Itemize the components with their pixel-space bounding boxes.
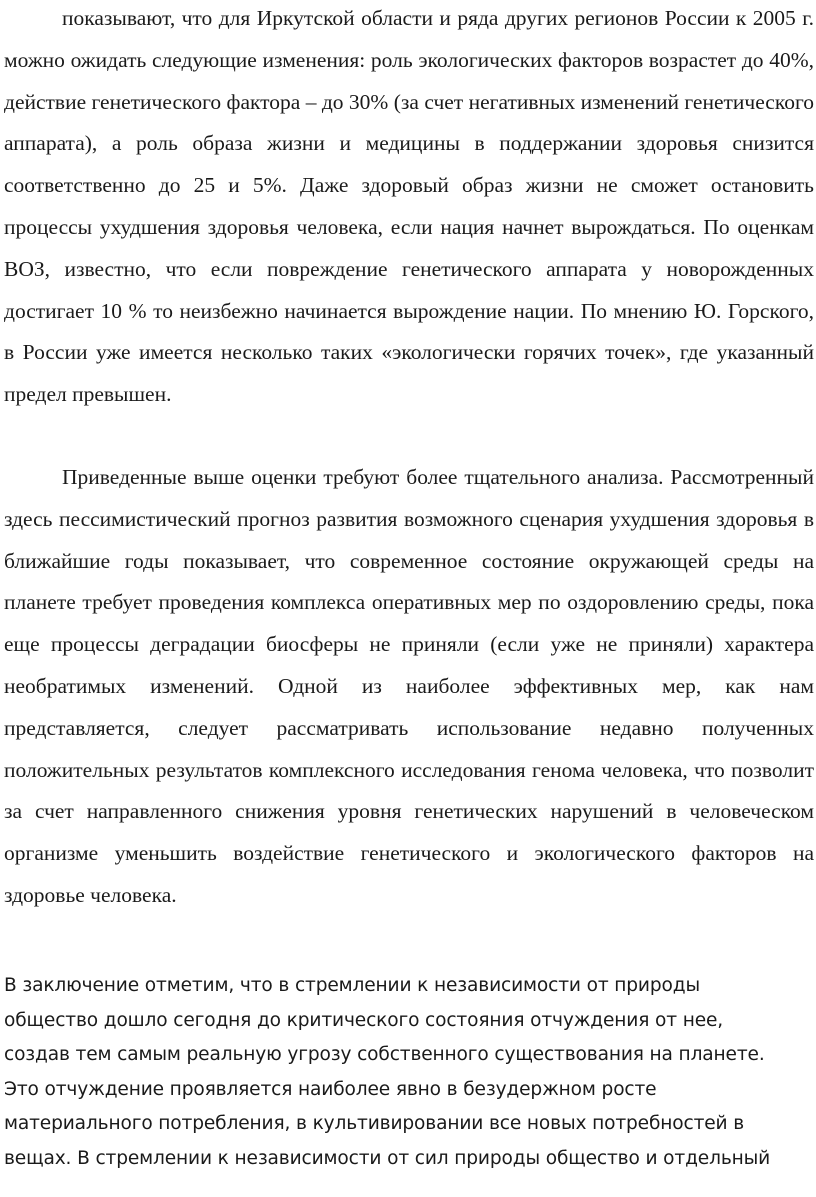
conclusion-line: вещах. В стремлении к независимости от сил природы общество и отдельный: [4, 1147, 771, 1169]
conclusion-line: Это отчуждение проявляется наиболее явно в безудержном росте: [4, 1078, 657, 1100]
conclusion-line: В заключение отметим, что в стремлении к независимости от природы: [4, 975, 700, 996]
conclusion-line: материального потребления, в культивировании все новых потребностей в: [4, 1113, 745, 1135]
conclusion-line: общество дошло сегодня до критического состояния отчуждения от нее,: [4, 1009, 724, 1031]
conclusion-line: создав тем самым реальную угрозу собственного существования на планете.: [4, 1044, 765, 1066]
paragraph-analysis: Приведенные выше оценки требуют более тщательного анализа. Рассмотренный здесь пессимистический прогноз развития возможного сценария ухудшения здоровья в ближайшие годы показывает, что современное состояние окружающей среды на планете требует проведения комплекса оперативных мер по оздоровлению среды, пока еще процессы деградации биосферы не приняли (если уже не приняли) характера необратимых изменений. Одной из наиболее эффективных мер, как нам представляется, следует рассматривать использование недавно полученных положительных результатов комплексного исследования генома человека, что позволит за счет направленного снижения уровня генетических нарушений в человеческом организме уменьшить воздействие генетического и экологического факторов на здоровье человека.: [4, 465, 814, 907]
paragraph-conclusion: [4, 969, 816, 1177]
paragraph-health-factors: показывают, что для Иркутской области и ряда других регионов России к 2005 г. можно ожидать следующие изменения: роль экологических факторов возрастет до 40%, действие генетического фактора – до 30% (за счет негативных изменений генетического аппарата), а роль образа жизни и медицины в поддержании здоровья снизится соответственно до 25 и 5%. Даже здоровый образ жизни не сможет остановить процессы ухудшения здоровья человека, если нация начнет вырождаться. По оценкам ВОЗ, известно, что если повреждение генетического аппарата у новорожденных достигает 10 % то неизбежно начинается вырождение нации. По мнению Ю. Горского, в России уже имеется несколько таких «экологически горячих точек», где указанный предел превышен.: [4, 6, 814, 407]
